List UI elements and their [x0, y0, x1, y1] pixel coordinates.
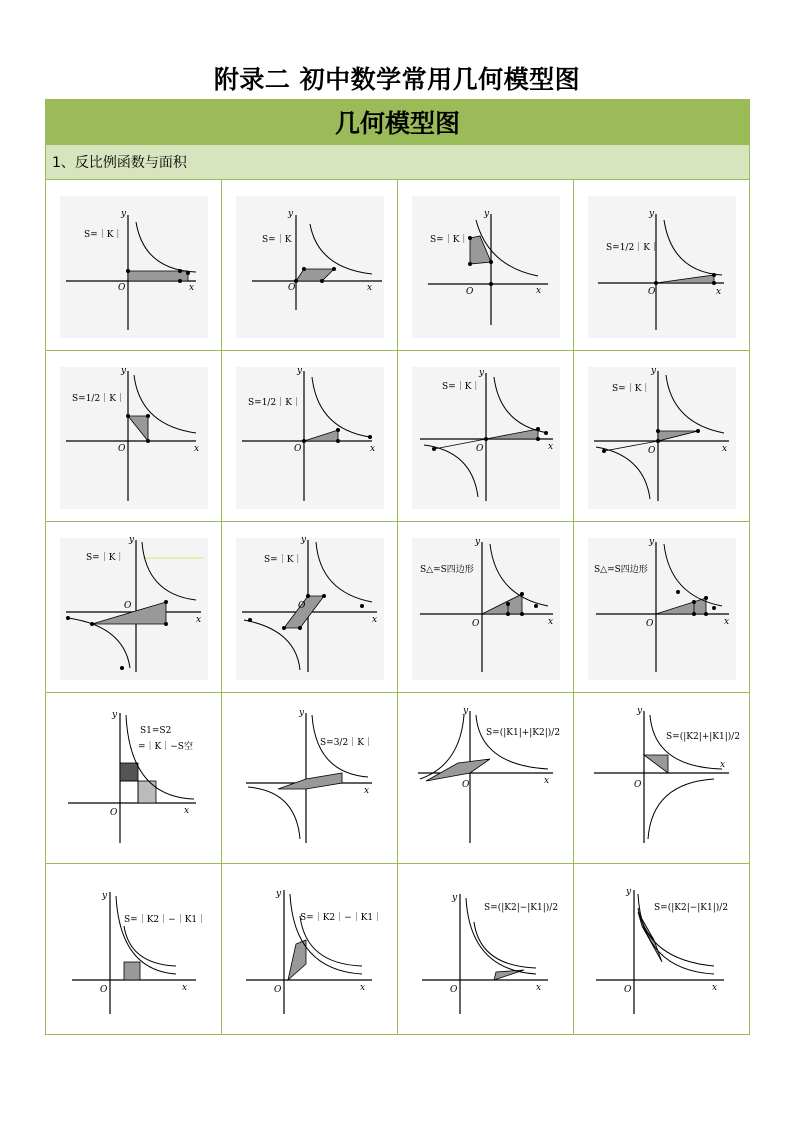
- page-title: 附录二 初中数学常用几何模型图: [213, 65, 581, 94]
- figure-14: [222, 693, 398, 863]
- axis-label: y: [121, 209, 127, 219]
- figure-cell: [222, 180, 398, 351]
- axis-label: y: [651, 366, 657, 376]
- axis-label: x: [548, 617, 554, 627]
- figure-5: [46, 351, 222, 521]
- axis-label: O: [472, 619, 480, 629]
- axis-label: x: [194, 444, 200, 454]
- axis-label: x: [544, 776, 550, 786]
- axis-label: x: [360, 983, 366, 993]
- area-formula: S△=S四边形: [420, 565, 474, 575]
- figure-cell: [46, 864, 222, 1035]
- axis-label: O: [100, 985, 108, 995]
- axis-label: O: [110, 808, 118, 818]
- axis-label: y: [102, 891, 108, 901]
- figure-cell: [574, 522, 750, 693]
- axis-label: O: [466, 287, 474, 297]
- figure-2: [222, 180, 398, 350]
- axis-label: O: [450, 985, 458, 995]
- axis-label: O: [118, 444, 126, 454]
- axis-label: y: [299, 708, 305, 718]
- figure-15: [398, 693, 574, 863]
- figure-9: [46, 522, 222, 692]
- area-formula: S=｜K2｜−｜K1｜: [300, 913, 383, 923]
- figure-17: [46, 864, 222, 1034]
- figure-4: [574, 180, 750, 350]
- figure-cell: [222, 864, 398, 1035]
- area-formula: S=｜K｜: [262, 235, 301, 245]
- axis-label: y: [452, 893, 458, 903]
- figure-cell: [222, 693, 398, 864]
- area-formula: =｜K｜−S空: [138, 742, 193, 752]
- axis-label: O: [294, 444, 302, 454]
- axis-label: x: [364, 786, 370, 796]
- axis-label: x: [724, 617, 730, 627]
- axis-label: y: [484, 209, 490, 219]
- axis-label: x: [536, 983, 542, 993]
- figure-cell: [574, 351, 750, 522]
- figure-cell: [398, 693, 574, 864]
- axis-label: y: [479, 368, 485, 378]
- axis-label: x: [184, 806, 190, 816]
- axis-label: O: [298, 601, 306, 611]
- figure-20: [574, 864, 750, 1034]
- axis-label: x: [720, 760, 726, 770]
- axis-label: y: [129, 535, 135, 545]
- area-formula: S=3/2｜K｜: [320, 738, 373, 748]
- axis-label: O: [274, 985, 282, 995]
- axis-label: y: [649, 209, 655, 219]
- area-formula: S=｜K｜: [86, 553, 125, 563]
- axis-label: y: [626, 887, 632, 897]
- figure-cell: [46, 693, 222, 864]
- figure-8: [574, 351, 750, 521]
- area-formula: S=｜K2｜−｜K1｜: [124, 915, 207, 925]
- axis-label: y: [112, 710, 118, 720]
- axis-label: x: [196, 615, 202, 625]
- figure-18: [222, 864, 398, 1034]
- axis-label: x: [182, 983, 188, 993]
- geometry-model-table: [45, 99, 750, 1035]
- axis-label: O: [462, 780, 470, 790]
- area-formula: S=(|K2|+|K1|)/2: [666, 732, 741, 742]
- area-formula: S=1/2｜K｜: [248, 398, 301, 408]
- axis-label: x: [536, 286, 542, 296]
- figure-cell: [574, 693, 750, 864]
- figure-cell: [574, 180, 750, 351]
- axis-label: x: [189, 283, 195, 293]
- area-formula: S=1/2｜K｜: [72, 394, 125, 404]
- axis-label: O: [646, 619, 654, 629]
- axis-label: x: [712, 983, 718, 993]
- axis-label: y: [301, 535, 307, 545]
- axis-label: O: [634, 780, 642, 790]
- axis-label: y: [637, 706, 643, 716]
- figure-6: [222, 351, 398, 521]
- figure-1: [46, 180, 222, 350]
- area-formula: S=1/2｜K｜: [606, 243, 659, 253]
- figure-12: [574, 522, 750, 692]
- axis-label: x: [722, 444, 728, 454]
- figure-cell: [46, 522, 222, 693]
- figure-10: [222, 522, 398, 692]
- figure-cell: [222, 351, 398, 522]
- axis-label: x: [367, 283, 373, 293]
- figure-cell: [222, 522, 398, 693]
- figure-19: [398, 864, 574, 1034]
- axis-label: y: [649, 537, 655, 547]
- axis-label: x: [716, 287, 722, 297]
- axis-label: O: [118, 283, 126, 293]
- figure-cell: [574, 864, 750, 1035]
- figure-3: [398, 180, 574, 350]
- area-formula: S=｜K｜: [430, 235, 469, 245]
- figure-7: [398, 351, 574, 521]
- area-formula: S=｜K｜: [264, 555, 303, 565]
- area-formula: S=(|K2|−|K1|)/2: [484, 903, 559, 913]
- axis-label: y: [288, 209, 294, 219]
- area-formula: S=(|K2|−|K1|)/2: [654, 903, 729, 913]
- figure-11: [398, 522, 574, 692]
- axis-label: O: [124, 601, 132, 611]
- area-formula: S△=S四边形: [594, 565, 648, 575]
- figure-cell: [398, 864, 574, 1035]
- figure-cell: [46, 351, 222, 522]
- axis-label: y: [297, 366, 303, 376]
- axis-label: y: [276, 889, 282, 899]
- axis-label: x: [370, 444, 376, 454]
- axis-label: O: [648, 287, 656, 297]
- axis-label: O: [624, 985, 632, 995]
- area-formula: S=｜K｜: [84, 230, 123, 240]
- area-formula: S1=S2: [140, 726, 172, 736]
- table-header: 几何模型图: [46, 100, 750, 145]
- axis-label: O: [648, 446, 656, 456]
- figure-16: [574, 693, 750, 863]
- figure-13: [46, 693, 222, 863]
- figure-cell: [398, 180, 574, 351]
- axis-label: y: [463, 706, 469, 716]
- axis-label: y: [121, 366, 127, 376]
- axis-label: O: [476, 444, 484, 454]
- figure-cell: [398, 351, 574, 522]
- area-formula: S=｜K｜: [612, 384, 651, 394]
- section-title: 1、反比例函数与面积: [46, 145, 750, 180]
- figure-cell: [398, 522, 574, 693]
- figure-cell: [46, 180, 222, 351]
- axis-label: y: [475, 537, 481, 547]
- axis-label: O: [288, 283, 296, 293]
- area-formula: S=(|K1|+|K2|)/2: [486, 728, 561, 738]
- area-formula: S=｜K｜: [442, 382, 481, 392]
- axis-label: x: [372, 615, 378, 625]
- axis-label: x: [548, 442, 554, 452]
